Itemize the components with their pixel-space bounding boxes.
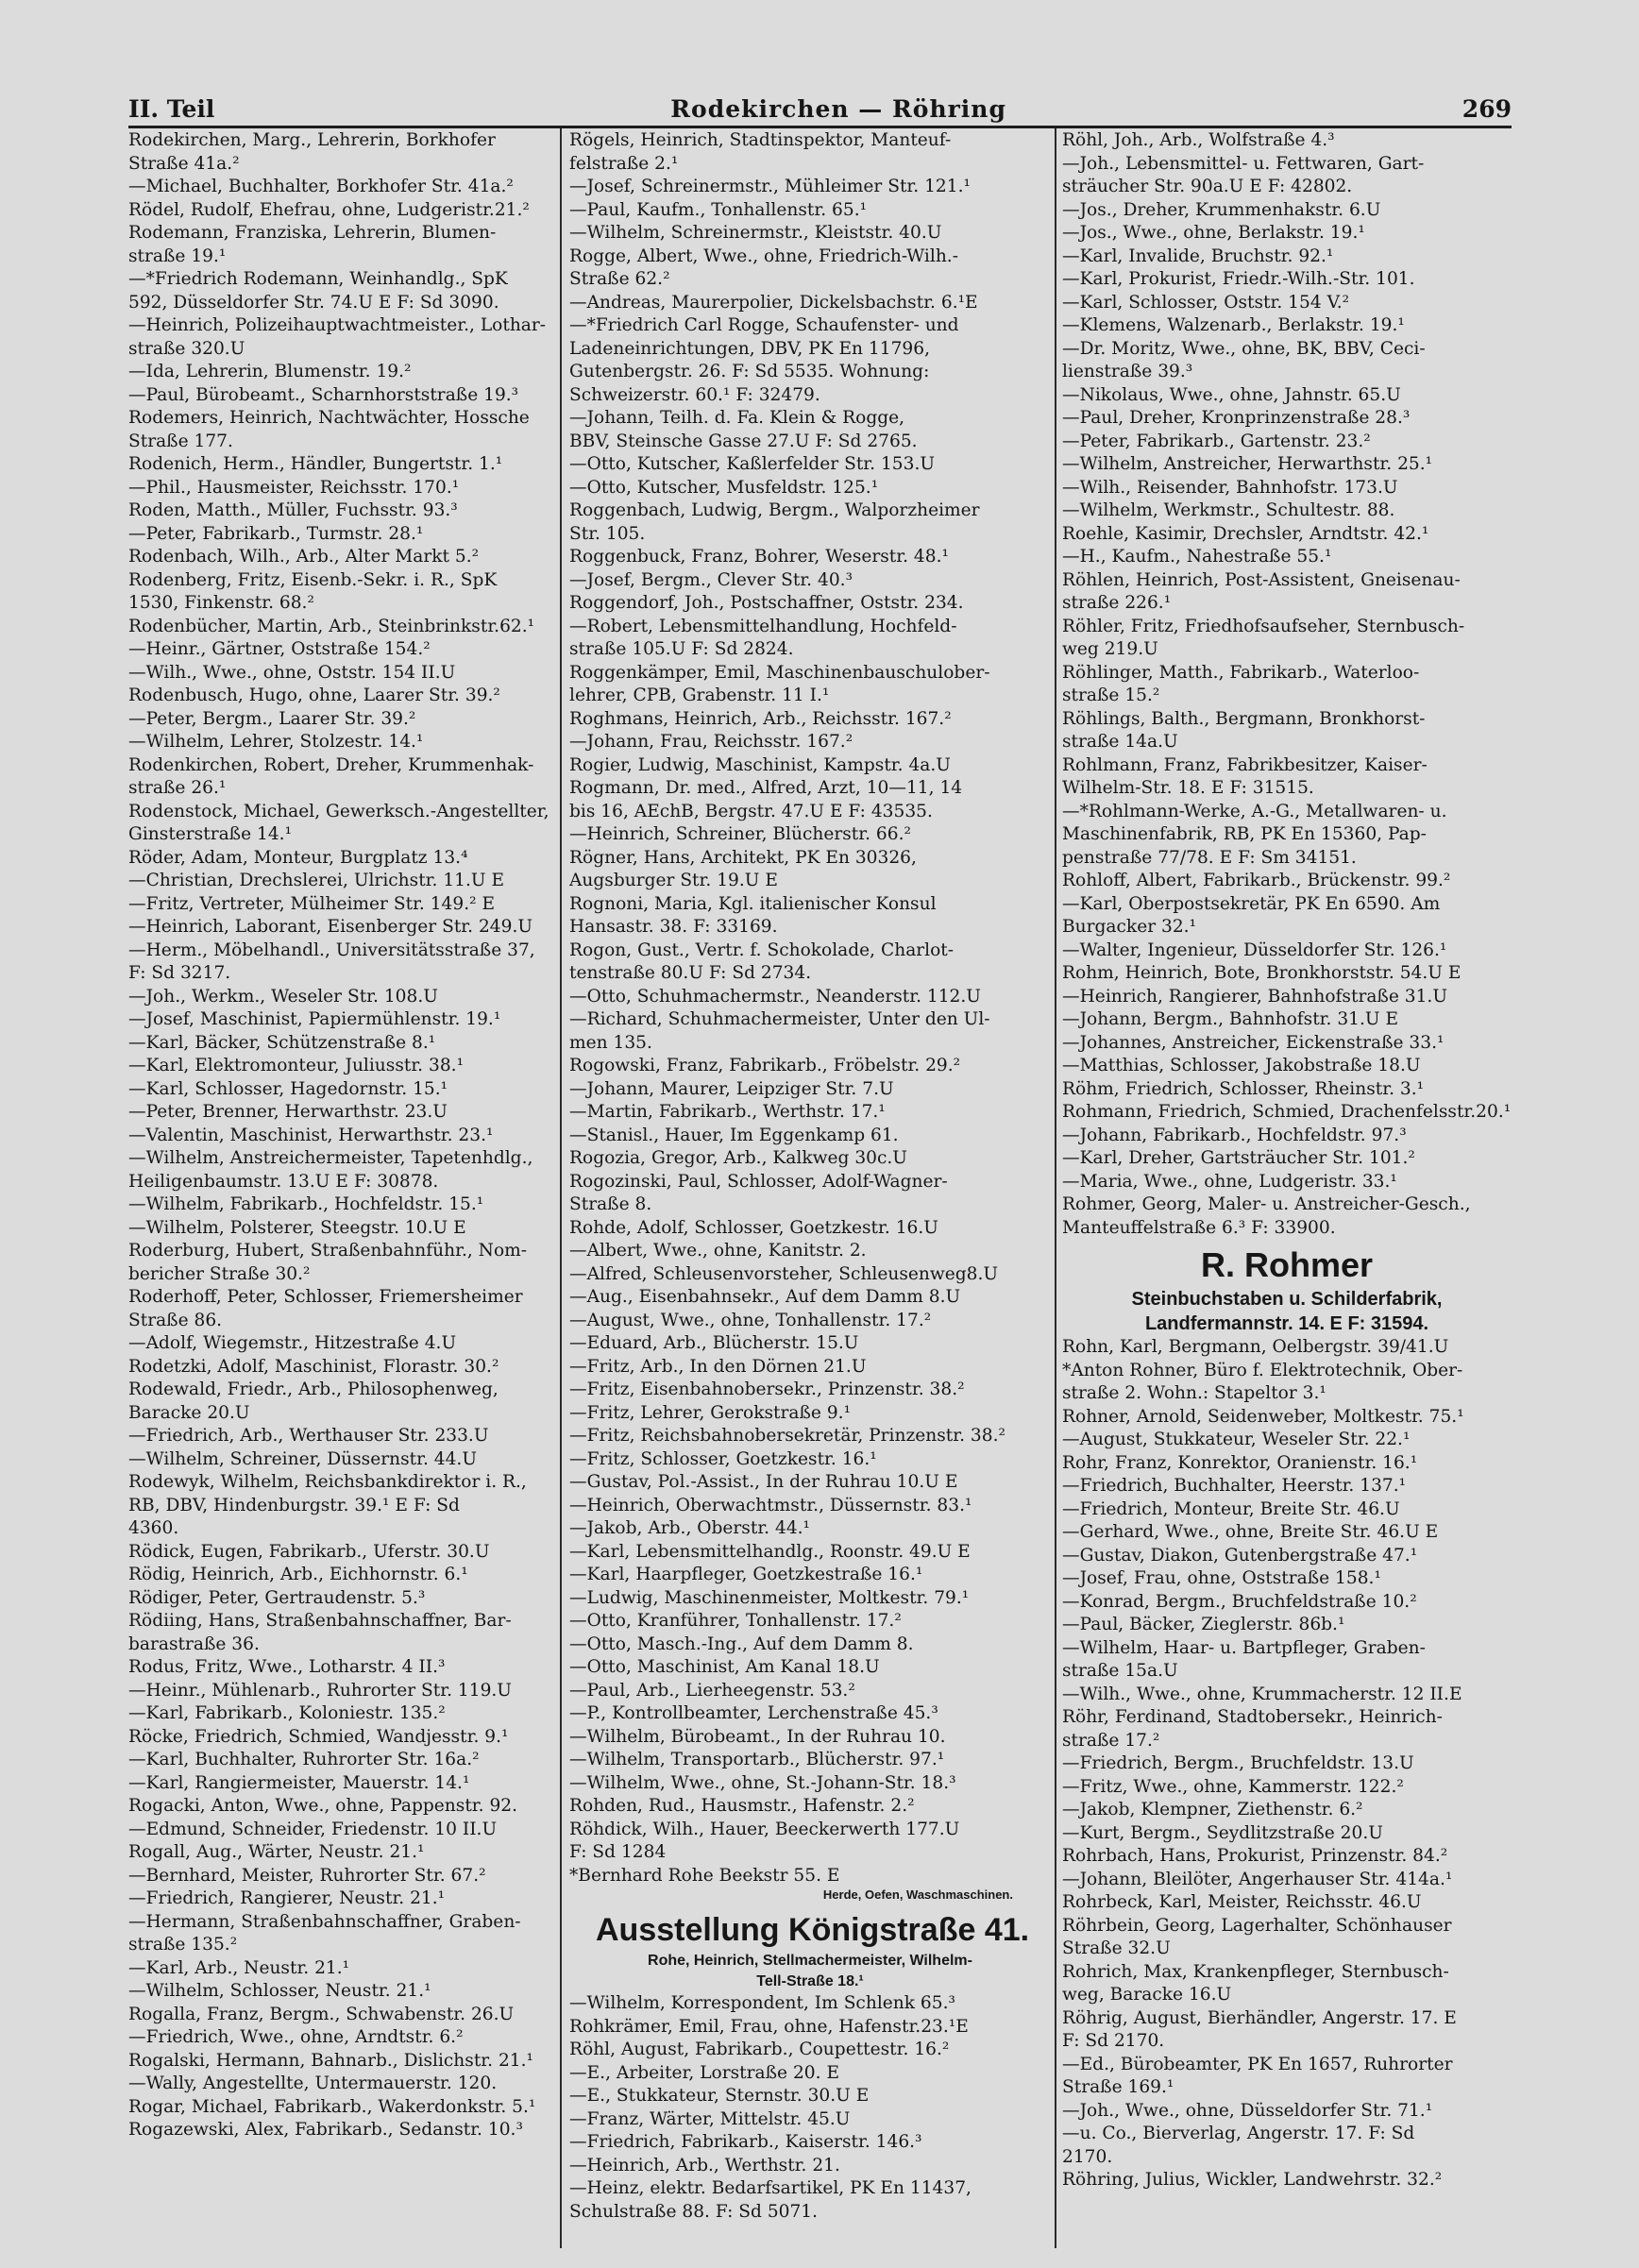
- directory-entry-line: —Johannes, Anstreicher, Eickenstraße 33.¹: [1062, 1032, 1445, 1053]
- directory-entry-line: —Michael, Buchhalter, Borkhofer Str. 41a.²: [128, 177, 514, 196]
- directory-entry-line: Rogazewski, Alex, Fabrikarb., Sedanstr. 10.³: [128, 2120, 523, 2140]
- directory-entry-line: Rohmer, Georg, Maler- u. Anstreicher-Gesch.,: [1062, 1194, 1471, 1214]
- directory-entry-line: —Karl, Schlosser, Oststr. 154 V.²: [1062, 292, 1350, 313]
- directory-entry-line: Rodenbücher, Martin, Arb., Steinbrinkstr.62.¹: [128, 616, 535, 636]
- directory-entry-line: Rohmann, Friedrich, Schmied, Drachenfelsstr.20.¹: [1062, 1102, 1512, 1122]
- directory-entry-line: —Wilhelm, Wwe., ohne, St.-Johann-Str. 18.³: [569, 1772, 956, 1793]
- directory-entry-line: —Alfred, Schleusenvorsteher, Schleusenweg8.U: [569, 1263, 999, 1284]
- directory-entry-line: 592, Düsseldorfer Str. 74.U E F: Sd 3090.: [128, 292, 499, 313]
- directory-entry-line: Röhlen, Heinrich, Post-Assistent, Gneisenau-: [1062, 569, 1461, 590]
- directory-entry-line: —Karl, Schlosser, Hagedornstr. 15.¹: [128, 1078, 448, 1099]
- directory-entry-line: —Robert, Lebensmittelhandlung, Hochfeld-: [569, 616, 957, 636]
- directory-entry-line: Rödiger, Peter, Gertraudenstr. 5.³: [128, 1587, 426, 1608]
- directory-entry-line: *Anton Rohner, Büro f. Elektrotechnik, Ober-: [1062, 1360, 1463, 1380]
- directory-entry-line: —Wilhelm, Schreiner, Düssernstr. 44.U: [128, 1448, 478, 1469]
- directory-entry-line: Str. 105.: [569, 523, 646, 544]
- directory-entry-line: Rohloff, Albert, Fabrikarb., Brückenstr. 99.²: [1062, 871, 1451, 890]
- directory-entry-line: Wilhelm-Str. 18. E F: 31515.: [1062, 778, 1314, 798]
- directory-entry-line: straße 17.²: [1062, 1730, 1160, 1751]
- directory-entry-line: —Valentin, Maschinist, Herwarthstr. 23.¹: [128, 1125, 494, 1145]
- directory-entry-line: straße 14a.U: [1062, 732, 1178, 752]
- directory-entry-line: —Walter, Ingenieur, Düsseldorfer Str. 126.¹: [1062, 939, 1447, 960]
- directory-entry-line: —Wilh., Reisender, Bahnhofstr. 173.U: [1062, 477, 1398, 498]
- directory-entry-line: —Klemens, Walzenarb., Berlakstr. 19.¹: [1062, 315, 1405, 335]
- directory-entry-line: Röcke, Friedrich, Schmied, Wandjesstr. 9.¹: [128, 1726, 509, 1747]
- directory-entry-line: —Karl, Haarpfleger, Goetzkestraße 16.¹: [569, 1565, 923, 1584]
- directory-entry-line: —Johann, Maurer, Leipziger Str. 7.U: [569, 1078, 894, 1099]
- directory-entry-line: —Fritz, Arb., In den Dörnen 21.U: [569, 1356, 867, 1377]
- directory-entry-line: Straße 86.: [128, 1310, 223, 1330]
- directory-entry-line: Roderburg, Hubert, Straßenbahnführ., Nom-: [128, 1241, 528, 1261]
- directory-entry-line: —Otto, Kutscher, Kaßlerfelder Str. 153.U: [569, 454, 936, 474]
- directory-entry-line: —Paul, Bürobeamt., Scharnhorststraße 19.³: [128, 384, 519, 405]
- directory-entry-line: —Johann, Teilh. d. Fa. Klein & Rogge,: [569, 408, 905, 428]
- directory-entry-line: straße 135.²: [128, 1935, 238, 1955]
- directory-entry-line: —Friedrich, Rangierer, Neustr. 21.¹: [128, 1888, 446, 1908]
- directory-entry-line: —Otto, Masch.-Ing., Auf dem Damm 8.: [569, 1633, 914, 1654]
- directory-entry-line: R. Rohmer: [1200, 1245, 1374, 1284]
- directory-entry-line: —Paul, Dreher, Kronprinzenstraße 28.³: [1062, 408, 1411, 428]
- directory-entry-line: Röhdick, Wilh., Hauer, Beeckerwerth 177.U: [569, 1819, 960, 1839]
- directory-entry-line: Rohner, Arnold, Seidenweber, Moltkestr. 75.¹: [1062, 1406, 1464, 1427]
- directory-entry-line: —u. Co., Bierverlag, Angerstr. 17. F: Sd: [1062, 2124, 1415, 2143]
- directory-entry-line: —Eduard, Arb., Blücherstr. 15.U: [569, 1333, 859, 1353]
- directory-entry-line: Ginsterstraße 14.¹: [128, 824, 293, 844]
- directory-entry-line: sträucher Str. 90a.U E F: 42802.: [1062, 177, 1353, 196]
- directory-entry-line: —Karl, Bäcker, Schützenstraße 8.¹: [128, 1032, 436, 1053]
- directory-entry-line: Rodemann, Franziska, Lehrerin, Blumen-: [128, 223, 497, 243]
- directory-entry-line: straße 26.¹: [128, 778, 227, 798]
- directory-entry-line: barastraße 36.: [128, 1633, 260, 1654]
- directory-entry-line: —Karl, Oberpostsekretär, PK En 6590. Am: [1062, 893, 1441, 914]
- directory-entry-line: Rodenstock, Michael, Gewerksch.-Angestellter,: [128, 801, 549, 821]
- directory-entry-line: —Wilhelm, Lehrer, Stolzestr. 14.¹: [128, 732, 424, 752]
- directory-entry-line: —Josef, Schreinermstr., Mühleimer Str. 121.¹: [569, 177, 971, 196]
- directory-entry-line: —Hermann, Straßenbahnschaffner, Graben-: [128, 1911, 521, 1932]
- directory-entry-line: —Karl, Invalide, Bruchstr. 92.¹: [1062, 245, 1334, 266]
- directory-entry-line: —Heinr., Mühlenarb., Ruhrorter Str. 119.U: [128, 1680, 512, 1701]
- directory-entry-line: —Heinrich, Polizeihauptwachtmeister., Lothar-: [128, 315, 547, 335]
- directory-entry-line: F: Sd 1284: [569, 1842, 667, 1862]
- directory-entry-line: Schulstraße 88. F: Sd 5071.: [569, 2201, 819, 2222]
- directory-entry-line: —Heinrich, Arb., Werthstr. 21.: [569, 2155, 840, 2175]
- directory-entry-line: —Otto, Schuhmachermstr., Neanderstr. 112.U: [569, 986, 981, 1007]
- directory-entry-line: Rogier, Ludwig, Maschinist, Kampstr. 4a.U: [569, 754, 951, 775]
- page-number: 269: [1462, 95, 1512, 123]
- directory-entry-line: —Otto, Kranführer, Tonhallenstr. 17.²: [569, 1611, 902, 1631]
- directory-entry-line: Roggenbuck, Franz, Bohrer, Weserstr. 48.¹: [569, 547, 949, 567]
- directory-entry-line: —Wilh., Wwe., ohne, Oststr. 154 II.U: [128, 662, 456, 683]
- column-divider: [560, 128, 562, 2248]
- directory-entry-line: Rohlmann, Franz, Fabrikbesitzer, Kaiser-: [1062, 754, 1428, 775]
- directory-entry-line: Tell-Straße 18.¹: [756, 1973, 864, 1989]
- directory-entry-line: Rogalla, Franz, Bergm., Schwabenstr. 26.U: [128, 2004, 515, 2024]
- directory-entry-line: Schweizerstr. 60.¹ F: 32479.: [569, 384, 820, 405]
- directory-entry-line: —Peter, Brenner, Herwarthstr. 23.U: [128, 1102, 448, 1122]
- directory-entry-line: F: Sd 2170.: [1062, 2031, 1165, 2051]
- directory-entry-line: —Heinz, elektr. Bedarfsartikel, PK En 11437,: [569, 2178, 972, 2198]
- directory-entry-line: —Karl, Fabrikarb., Koloniestr. 135.²: [128, 1703, 446, 1723]
- directory-entry-line: —Dr. Moritz, Wwe., ohne, BK, BBV, Ceci-: [1062, 338, 1426, 359]
- column-divider: [1055, 128, 1056, 2248]
- directory-entry-line: straße 15a.U: [1062, 1661, 1178, 1681]
- directory-entry-line: —Edmund, Schneider, Friedenstr. 10 II.U: [128, 1819, 498, 1839]
- directory-entry-line: Rodenich, Herm., Händler, Bungertstr. 1.¹: [128, 454, 503, 474]
- directory-entry-line: —Franz, Wärter, Mittelstr. 45.U: [569, 2108, 851, 2129]
- directory-entry-line: Rogon, Gust., Vertr. f. Schokolade, Charlot-: [569, 939, 955, 960]
- directory-entry-line: Roggenkämper, Emil, Maschinenbauschulober-: [569, 662, 990, 683]
- directory-entry-line: —Fritz, Schlosser, Goetzkestr. 16.¹: [569, 1448, 877, 1469]
- directory-entry-line: Röhring, Julius, Wickler, Landwehrstr. 32.²: [1062, 2170, 1443, 2190]
- directory-entry-line: Rodekirchen, Marg., Lehrerin, Borkhofer: [128, 130, 496, 150]
- directory-entry-line: —Friedrich, Fabrikarb., Kaiserstr. 146.³: [569, 2132, 922, 2152]
- directory-entry-line: —Wally, Angestellte, Untermauerstr. 120.: [128, 2073, 498, 2093]
- directory-entry-line: —Friedrich, Arb., Werthauser Str. 233.U: [128, 1426, 489, 1446]
- column-right: [1062, 129, 1512, 2192]
- directory-entry-line: men 135.: [569, 1032, 652, 1053]
- directory-entry-line: Röhrig, August, Bierhändler, Angerstr. 17. E: [1062, 2007, 1457, 2028]
- directory-entry-line: Rodenkirchen, Robert, Dreher, Krummenhak-: [128, 754, 534, 775]
- directory-entry-line: Herde, Oefen, Waschmaschinen.: [822, 1887, 1013, 1902]
- directory-entry-line: —Peter, Fabrikarb., Turmstr. 28.¹: [128, 523, 424, 544]
- column-middle: [569, 129, 1051, 2224]
- directory-entry-line: Burgacker 32.¹: [1062, 917, 1197, 937]
- directory-entry-line: Steinbuchstaben u. Schilderfabrik,: [1131, 1289, 1443, 1310]
- directory-entry-line: —Johann, Fabrikarb., Hochfeldstr. 97.³: [1062, 1125, 1407, 1145]
- directory-entry-line: —Ida, Lehrerin, Blumenstr. 19.²: [128, 362, 412, 381]
- directory-entry-line: —Wilhelm, Werkmstr., Schultestr. 88.: [1062, 500, 1395, 520]
- directory-entry-line: —Phil., Hausmeister, Reichsstr. 170.¹: [128, 477, 460, 498]
- directory-entry-line: —Karl, Rangiermeister, Mauerstr. 14.¹: [128, 1772, 470, 1793]
- directory-entry-line: —Wilhelm, Schreinermstr., Kleiststr. 40.U: [569, 223, 942, 243]
- directory-entry-line: Rogowski, Franz, Fabrikarb., Fröbelstr. 29.²: [569, 1056, 961, 1075]
- directory-entry-line: F: Sd 3217.: [128, 963, 231, 983]
- directory-entry-line: weg 219.U: [1062, 639, 1158, 659]
- directory-entry-line: Rodenbusch, Hugo, ohne, Laarer Str. 39.²: [128, 685, 500, 705]
- directory-entry-line: Röhl, Joh., Arb., Wolfstraße 4.³: [1062, 130, 1335, 150]
- directory-entry-line: Rödick, Eugen, Fabrikarb., Uferstr. 30.U: [128, 1541, 490, 1562]
- directory-entry-line: tenstraße 80.U F: Sd 2734.: [569, 963, 812, 983]
- directory-entry-line: —Heinrich, Laborant, Eisenberger Str. 249.U: [128, 917, 533, 937]
- directory-entry-line: Rohden, Rud., Hausmstr., Hafenstr. 2.²: [569, 1796, 915, 1816]
- directory-entry-line: —Paul, Kaufm., Tonhallenstr. 65.¹: [569, 199, 868, 220]
- directory-entry-line: Rögels, Heinrich, Stadtinspektor, Manteuf-: [569, 130, 952, 150]
- directory-entry-line: —Fritz, Vertreter, Mülheimer Str. 149.² E: [128, 893, 496, 914]
- directory-entry-line: —Wilhelm, Anstreichermeister, Tapetenhdlg.,: [128, 1148, 533, 1168]
- directory-entry-line: BBV, Steinsche Gasse 27.U F: Sd 2765.: [569, 431, 918, 451]
- directory-entry-line: —Stanisl., Hauer, Im Eggenkamp 61.: [569, 1125, 899, 1145]
- directory-entry-line: —Bernhard, Meister, Ruhrorter Str. 67.²: [128, 1865, 486, 1886]
- directory-entry-line: Rödiing, Hans, Straßenbahnschaffner, Bar-: [128, 1611, 512, 1631]
- directory-entry-line: Straße 177.: [128, 431, 233, 451]
- directory-entry-line: Röhler, Fritz, Friedhofsaufseher, Sternbusch-: [1062, 616, 1465, 636]
- directory-entry-line: —Joh., Lebensmittel- u. Fettwaren, Gart-: [1062, 153, 1425, 174]
- directory-entry-line: —Johann, Frau, Reichsstr. 167.²: [569, 732, 853, 752]
- directory-entry-line: —Fritz, Reichsbahnobersekretär, Prinzenstr. 38.²: [569, 1426, 1005, 1446]
- directory-entry-line: —Jos., Dreher, Krummenhakstr. 6.U: [1062, 199, 1381, 220]
- directory-entry-line: —Konrad, Bergm., Bruchfeldstraße 10.²: [1062, 1591, 1417, 1612]
- directory-entry-line: *Bernhard Rohe Beekstr 55. E: [569, 1865, 840, 1886]
- directory-entry-line: —Maria, Wwe., ohne, Ludgeristr. 33.¹: [1062, 1171, 1397, 1192]
- directory-entry-line: 4360.: [128, 1518, 179, 1538]
- directory-entry-line: —Friedrich, Wwe., ohne, Arndtstr. 6.²: [128, 2027, 464, 2047]
- directory-entry-line: —August, Wwe., ohne, Tonhallenstr. 17.²: [569, 1310, 932, 1330]
- directory-entry-line: —Johann, Bergm., Bahnhofstr. 31.U E: [1062, 1009, 1399, 1029]
- directory-entry-line: Ladeneinrichtungen, DBV, PK En 11796,: [569, 338, 930, 359]
- directory-entry-line: Rognoni, Maria, Kgl. italienischer Konsul: [569, 893, 937, 914]
- directory-entry-line: —H., Kaufm., Nahestraße 55.¹: [1062, 547, 1332, 567]
- directory-entry-line: Röhlings, Balth., Bergmann, Bronkhorst-: [1062, 708, 1426, 729]
- directory-entry-line: —Karl, Dreher, Gartsträucher Str. 101.²: [1062, 1148, 1415, 1168]
- directory-entry-line: Röhm, Friedrich, Schlosser, Rheinstr. 3.¹: [1062, 1078, 1425, 1099]
- directory-entry-line: —Paul, Bäcker, Zieglerstr. 86b.¹: [1062, 1615, 1345, 1634]
- directory-entry-line: —Peter, Fabrikarb., Gartenstr. 23.²: [1062, 431, 1371, 451]
- column-left: [128, 129, 558, 2142]
- directory-entry-line: —*Friedrich Carl Rogge, Schaufenster- und: [569, 315, 959, 335]
- directory-entry-line: —Gerhard, Wwe., ohne, Breite Str. 46.U E: [1062, 1522, 1439, 1542]
- directory-entry-line: —Wilhelm, Korrespondent, Im Schlenk 65.³: [569, 1993, 955, 2013]
- directory-entry-line: —Gustav, Pol.-Assist., In der Ruhrau 10.U E: [569, 1472, 958, 1492]
- directory-entry-line: —Karl, Arb., Neustr. 21.¹: [128, 1957, 350, 1978]
- directory-entry-line: Rohn, Karl, Bergmann, Oelbergstr. 39/41.U: [1062, 1337, 1449, 1357]
- directory-entry-line: Landfermannstr. 14. E F: 31594.: [1144, 1313, 1429, 1334]
- directory-entry-line: —Gustav, Diakon, Gutenbergstraße 47.¹: [1062, 1545, 1418, 1566]
- directory-entry-line: straße 105.U F: Sd 2824.: [569, 639, 794, 659]
- directory-entry-line: lienstraße 39.³: [1062, 362, 1193, 381]
- directory-entry-line: Rogalski, Hermann, Bahnarb., Dislichstr. 21.¹: [128, 2050, 533, 2071]
- directory-entry-line: Roden, Matth., Müller, Fuchsstr. 93.³: [128, 500, 458, 520]
- directory-entry-line: —Heinrich, Rangierer, Bahnhofstraße 31.U: [1062, 986, 1447, 1007]
- directory-entry-line: Röhlinger, Matth., Fabrikarb., Waterloo-: [1062, 662, 1420, 683]
- directory-entry-line: Straße 8.: [569, 1194, 652, 1214]
- directory-entry-line: —Albert, Wwe., ohne, Kanitstr. 2.: [569, 1241, 867, 1261]
- directory-entry-line: Manteuffelstraße 6.³ F: 33900.: [1062, 1217, 1336, 1238]
- directory-entry-line: —Kurt, Bergm., Seydlitzstraße 20.U: [1062, 1822, 1383, 1843]
- directory-entry-line: felstraße 2.¹: [569, 153, 679, 174]
- directory-entry-line: —Heinrich, Oberwachtmstr., Düssernstr. 83.¹: [569, 1495, 972, 1515]
- directory-entry-line: Straße 62.²: [569, 269, 670, 289]
- page-header: [128, 85, 1512, 123]
- directory-entry-line: straße 2. Wohn.: Stapeltor 3.¹: [1062, 1383, 1326, 1403]
- directory-entry-line: Rodewyk, Wilhelm, Reichsbankdirektor i. R.,: [128, 1472, 527, 1492]
- directory-entry-line: —Paul, Arb., Lierheegenstr. 53.²: [569, 1680, 855, 1701]
- directory-entry-line: weg, Baracke 16.U: [1062, 1985, 1232, 2005]
- directory-entry-line: Rohkrämer, Emil, Frau, ohne, Hafenstr.23.¹E: [569, 2016, 969, 2037]
- directory-entry-line: Röhr, Ferdinand, Stadtobersekr., Heinrich-: [1062, 1707, 1443, 1727]
- directory-entry-line: —E., Arbeiter, Lorstraße 20. E: [569, 2062, 840, 2083]
- directory-entry-line: —Nikolaus, Wwe., ohne, Jahnstr. 65.U: [1062, 384, 1401, 405]
- directory-entry-line: —Karl, Elektromonteur, Juliusstr. 38.¹: [128, 1056, 465, 1075]
- directory-entry-line: —Joh., Werkm., Weseler Str. 108.U: [128, 986, 438, 1007]
- directory-entry-line: —Johann, Bleilöter, Angerhauser Str. 414a.¹: [1062, 1869, 1453, 1889]
- directory-entry-line: bericher Straße 30.²: [128, 1263, 311, 1284]
- directory-entry-line: —Fritz, Eisenbahnobersekr., Prinzenstr. 38.²: [569, 1379, 965, 1399]
- directory-entry-line: straße 320.U: [128, 338, 245, 359]
- directory-entry-line: —Adolf, Wiegemstr., Hitzestraße 4.U: [128, 1333, 457, 1353]
- directory-entry-line: Hansastr. 38. F: 33169.: [569, 917, 778, 937]
- directory-entry-line: —Jos., Wwe., ohne, Berlakstr. 19.¹: [1062, 223, 1365, 243]
- directory-entry-line: —Wilhelm, Bürobeamt., In der Ruhrau 10.: [569, 1726, 946, 1747]
- directory-entry-line: Augsburger Str. 19.U E: [569, 871, 778, 890]
- directory-entry-line: 1530, Finkenstr. 68.²: [128, 593, 314, 613]
- directory-entry-line: Rogge, Albert, Wwe., ohne, Friedrich-Wilh.-: [569, 245, 958, 266]
- directory-entry-line: Rödig, Heinrich, Arb., Eichhornstr. 6.¹: [128, 1565, 468, 1584]
- directory-entry-line: —Aug., Eisenbahnsekr., Auf dem Damm 8.U: [569, 1287, 961, 1307]
- directory-entry-line: Rohrbach, Hans, Prokurist, Prinzenstr. 84.²: [1062, 1846, 1448, 1866]
- directory-entry-line: —Friedrich, Bergm., Bruchfeldstr. 13.U: [1062, 1753, 1414, 1773]
- directory-entry-line: —Andreas, Maurerpolier, Dickelsbachstr. 6.¹E: [569, 292, 978, 313]
- directory-entry-line: Rogozia, Gregor, Arb., Kalkweg 30c.U: [569, 1148, 907, 1168]
- directory-entry-line: —Otto, Kutscher, Musfeldstr. 125.¹: [569, 477, 879, 498]
- directory-entry-line: Rodenbach, Wilh., Arb., Alter Markt 5.²: [128, 547, 480, 567]
- directory-entry-line: —Wilhelm, Haar- u. Bartpfleger, Graben-: [1062, 1637, 1426, 1658]
- directory-entry-line: straße 19.¹: [128, 245, 227, 266]
- directory-entry-line: —Wilhelm, Polsterer, Steegstr. 10.U E: [128, 1217, 466, 1238]
- directory-entry-line: Roggendorf, Joh., Postschaffner, Oststr. 234.: [569, 593, 964, 613]
- directory-entry-line: Rohe, Heinrich, Stellmachermeister, Wilhelm-: [648, 1953, 972, 1969]
- section-label: II. Teil: [128, 95, 215, 123]
- directory-entry-line: —Wilhelm, Transportarb., Blücherstr. 97.¹: [569, 1750, 945, 1769]
- directory-entry-line: Rogozinski, Paul, Schlosser, Adolf-Wagner-: [569, 1171, 948, 1192]
- directory-entry-line: Rodewald, Friedr., Arb., Philosophenweg,: [128, 1379, 498, 1399]
- directory-entry-line: lehrer, CPB, Grabenstr. 11 I.¹: [569, 685, 830, 705]
- directory-entry-line: —Friedrich, Buchhalter, Heerstr. 137.¹: [1062, 1476, 1407, 1496]
- directory-entry-line: —Wilhelm, Fabrikarb., Hochfeldstr. 15.¹: [128, 1194, 484, 1214]
- directory-entry-line: —Christian, Drechslerei, Ulrichstr. 11.U E: [128, 871, 505, 890]
- directory-entry-line: Straße 32.U: [1062, 1938, 1171, 1958]
- directory-entry-line: Rohm, Heinrich, Bote, Bronkhorststr. 54.U E: [1062, 963, 1462, 983]
- directory-entry-line: bis 16, AEchB, Bergstr. 47.U E F: 43535.: [569, 801, 933, 821]
- directory-entry-line: —Ludwig, Maschinenmeister, Moltkestr. 79.¹: [569, 1587, 970, 1608]
- directory-entry-line: —Fritz, Wwe., ohne, Kammerstr. 122.²: [1062, 1776, 1404, 1797]
- directory-entry-line: —Josef, Maschinist, Papiermühlenstr. 19.¹: [128, 1009, 501, 1029]
- directory-entry-line: Roderhoff, Peter, Schlosser, Friemersheimer: [128, 1287, 523, 1307]
- directory-entry-line: —Josef, Frau, ohne, Oststraße 158.¹: [1062, 1568, 1381, 1588]
- directory-entry-line: —Ed., Bürobeamter, PK En 1657, Ruhrorter: [1062, 2054, 1453, 2074]
- header-rule: [128, 126, 1512, 128]
- directory-entry-line: —E., Stukkateur, Sternstr. 30.U E: [569, 2086, 870, 2106]
- directory-entry-line: —Wilhelm, Anstreicher, Herwarthstr. 25.¹: [1062, 454, 1433, 474]
- directory-entry-line: Rohrich, Max, Krankenpfleger, Sternbusch-: [1062, 1961, 1449, 1982]
- directory-entry-line: —Friedrich, Monteur, Breite Str. 46.U: [1062, 1498, 1400, 1519]
- page-title: Rodekirchen — Röhring: [670, 95, 1006, 123]
- directory-entry-line: —Jakob, Arb., Oberstr. 44.¹: [569, 1518, 811, 1538]
- directory-entry-line: 2170.: [1062, 2146, 1113, 2167]
- directory-entry-line: Rohrbeck, Karl, Meister, Reichsstr. 46.U: [1062, 1892, 1422, 1912]
- directory-entry-line: —Matthias, Schlosser, Jakobstraße 18.U: [1062, 1056, 1421, 1075]
- directory-entry-line: —Heinrich, Schreiner, Blücherstr. 66.²: [569, 824, 911, 844]
- directory-entry-line: Straße 41a.²: [128, 153, 240, 174]
- directory-entry-line: —P., Kontrollbeamter, Lerchenstraße 45.³: [569, 1703, 938, 1723]
- directory-entry-line: —Peter, Bergm., Laarer Str. 39.²: [128, 708, 416, 729]
- directory-entry-line: Röhl, August, Fabrikarb., Coupettestr. 16.²: [569, 2040, 950, 2059]
- directory-entry-line: Heiligenbaumstr. 13.U E F: 30878.: [128, 1171, 439, 1192]
- directory-entry-line: straße 226.¹: [1062, 593, 1172, 613]
- directory-entry-line: —Heinr., Gärtner, Oststraße 154.²: [128, 639, 431, 659]
- directory-entry-line: Gutenbergstr. 26. F: Sd 5535. Wohnung:: [569, 362, 930, 381]
- directory-entry-line: Roggenbach, Ludwig, Bergm., Walporzheimer: [569, 500, 980, 520]
- directory-entry-line: Röhrbein, Georg, Lagerhalter, Schönhauser: [1062, 1915, 1452, 1936]
- directory-entry-line: —Jakob, Klempner, Ziethenstr. 6.²: [1062, 1800, 1363, 1819]
- directory-entry-line: Rödel, Rudolf, Ehefrau, ohne, Ludgeristr.21.²: [128, 199, 530, 220]
- directory-entry-line: Straße 169.¹: [1062, 2077, 1174, 2097]
- directory-entry-line: Roghmans, Heinrich, Arb., Reichsstr. 167.²: [569, 708, 952, 729]
- directory-entry-line: —Karl, Prokurist, Friedr.-Wilh.-Str. 101.: [1062, 269, 1415, 289]
- directory-entry-line: —*Rohlmann-Werke, A.-G., Metallwaren- u.: [1062, 801, 1447, 821]
- directory-entry-line: Rodenberg, Fritz, Eisenb.-Sekr. i. R., SpK: [128, 569, 498, 590]
- directory-entry-line: Rodemers, Heinrich, Nachtwächter, Hossche: [128, 408, 530, 428]
- directory-entry-line: Baracke 20.U: [128, 1402, 250, 1423]
- directory-entry-line: —Herm., Möbelhandl., Universitätsstraße 37,: [128, 939, 535, 960]
- directory-entry-line: Röder, Adam, Monteur, Burgplatz 13.⁴: [128, 847, 468, 868]
- directory-entry-line: Rohde, Adolf, Schlosser, Goetzkestr. 16.U: [569, 1217, 938, 1238]
- directory-entry-line: Rodus, Fritz, Wwe., Lotharstr. 4 II.³: [128, 1657, 446, 1677]
- directory-entry-line: —Wilh., Wwe., ohne, Krummacherstr. 12 II.E: [1062, 1684, 1462, 1704]
- directory-entry-line: Rogmann, Dr. med., Alfred, Arzt, 10—11, 14: [569, 778, 963, 798]
- directory-entry-line: —Martin, Fabrikarb., Werthstr. 17.¹: [569, 1102, 886, 1122]
- directory-entry-line: RB, DBV, Hindenburgstr. 39.¹ E F: Sd: [128, 1495, 460, 1515]
- directory-entry-line: —Fritz, Lehrer, Gerokstraße 9.¹: [569, 1402, 852, 1423]
- directory-entry-line: —Richard, Schuhmachermeister, Unter den Ul-: [569, 1009, 990, 1029]
- directory-entry-line: —Otto, Maschinist, Am Kanal 18.U: [569, 1657, 880, 1677]
- directory-entry-line: Maschinenfabrik, RB, PK En 15360, Pap-: [1062, 824, 1427, 844]
- directory-entry-line: Rohr, Franz, Konrektor, Oranienstr. 16.¹: [1062, 1452, 1418, 1473]
- directory-entry-line: —Karl, Buchhalter, Ruhrorter Str. 16a.²: [128, 1750, 480, 1769]
- directory-entry-line: Rögner, Hans, Architekt, PK En 30326,: [569, 847, 917, 868]
- directory-entry-line: —*Friedrich Rodemann, Weinhandlg., SpK: [128, 269, 508, 289]
- directory-entry-line: Rodetzki, Adolf, Maschinist, Florastr. 30.²: [128, 1356, 499, 1377]
- directory-entry-line: Roehle, Kasimir, Drechsler, Arndtstr. 42.¹: [1062, 523, 1429, 544]
- directory-entry-line: —Karl, Lebensmittelhandlg., Roonstr. 49.U E: [569, 1541, 971, 1562]
- directory-entry-line: —Josef, Bergm., Clever Str. 40.³: [569, 569, 853, 590]
- directory-entry-line: Rogar, Michael, Fabrikarb., Wakerdonkstr. 5.¹: [128, 2096, 536, 2117]
- directory-entry-line: —August, Stukkateur, Weseler Str. 22.¹: [1062, 1430, 1411, 1449]
- directory-entry-line: straße 15.²: [1062, 685, 1160, 705]
- directory-entry-line: penstraße 77/78. E F: Sm 34151.: [1062, 847, 1357, 868]
- directory-entry-line: —Joh., Wwe., ohne, Düsseldorfer Str. 71.¹: [1062, 2100, 1433, 2121]
- directory-entry-line: Rogall, Aug., Wärter, Neustr. 21.¹: [128, 1842, 425, 1862]
- directory-entry-line: Rogacki, Anton, Wwe., ohne, Pappenstr. 92.: [128, 1796, 518, 1816]
- directory-entry-line: Ausstellung Königstraße 41.: [596, 1912, 1030, 1948]
- directory-entry-line: —Wilhelm, Schlosser, Neustr. 21.¹: [128, 1981, 431, 2001]
